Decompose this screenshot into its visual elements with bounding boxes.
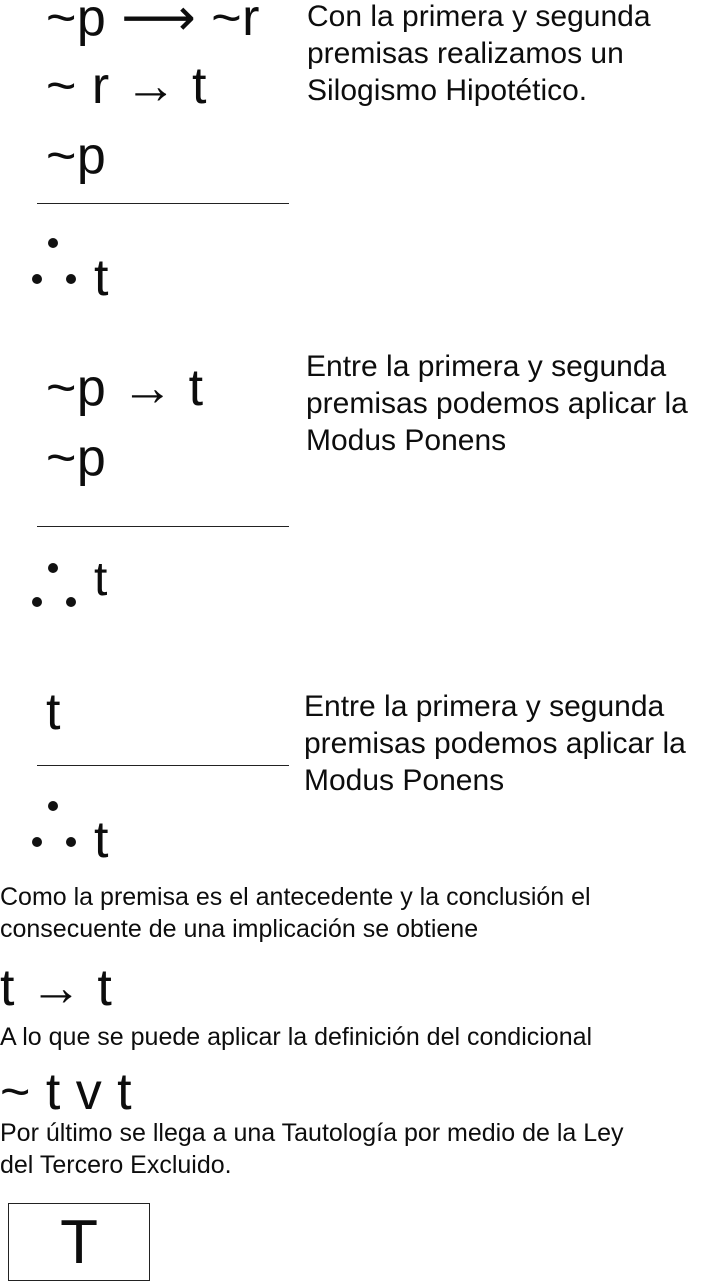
explanation-line-1: Entre la primera y segunda: [306, 350, 667, 383]
explanation-line-2: premisas podemos aplicar la: [306, 387, 688, 420]
therefore-symbol: [29, 561, 89, 611]
inference-line: [37, 203, 289, 204]
therefore-symbol: [29, 799, 89, 849]
inference-line: [37, 526, 289, 527]
explanation-line-3: Silogismo Hipotético.: [307, 74, 588, 107]
inference-line: [37, 765, 289, 766]
conclusion: t: [94, 249, 109, 307]
conclusion: t: [94, 553, 108, 606]
paragraph-3-line-2: del Tercero Excluido.: [0, 1151, 232, 1179]
tautology-result-box: [8, 1203, 150, 1281]
premise-1: t: [46, 683, 61, 741]
paragraph-1-line-2: consecuente de una implicación se obtiene: [0, 915, 479, 943]
explanation-line-3: Modus Ponens: [306, 424, 507, 457]
paragraph-1-line-1: Como la premisa es el antecedente y la conclusión el: [0, 883, 591, 911]
paragraph-3-line-1: Por último se llega a una Tautología por medio de la Ley: [0, 1119, 624, 1147]
paragraph-2: A lo que se puede aplicar la definición del condicional: [0, 1023, 593, 1051]
explanation-line-1: Entre la primera y segunda: [304, 690, 665, 723]
formula-disjunction: ~ t v t: [0, 1063, 133, 1121]
explanation-line-2: premisas realizamos un: [307, 37, 624, 70]
premise-2: ~p: [46, 429, 107, 487]
conclusion: t: [94, 811, 109, 869]
premise-2: ~ r → t: [46, 57, 207, 115]
explanation-line-2: premisas podemos aplicar la: [304, 727, 686, 760]
explanation-line-1: Con la primera y segunda: [307, 0, 651, 33]
therefore-symbol: [29, 236, 89, 286]
formula-implication: t → t: [0, 959, 113, 1017]
premise-1: ~p → t: [46, 359, 204, 417]
tautology-symbol: T: [60, 1207, 98, 1277]
premise-1: ~p ⟶ ~r: [46, 0, 260, 47]
explanation-line-3: Modus Ponens: [304, 764, 505, 797]
premise-3: ~p: [46, 127, 107, 185]
